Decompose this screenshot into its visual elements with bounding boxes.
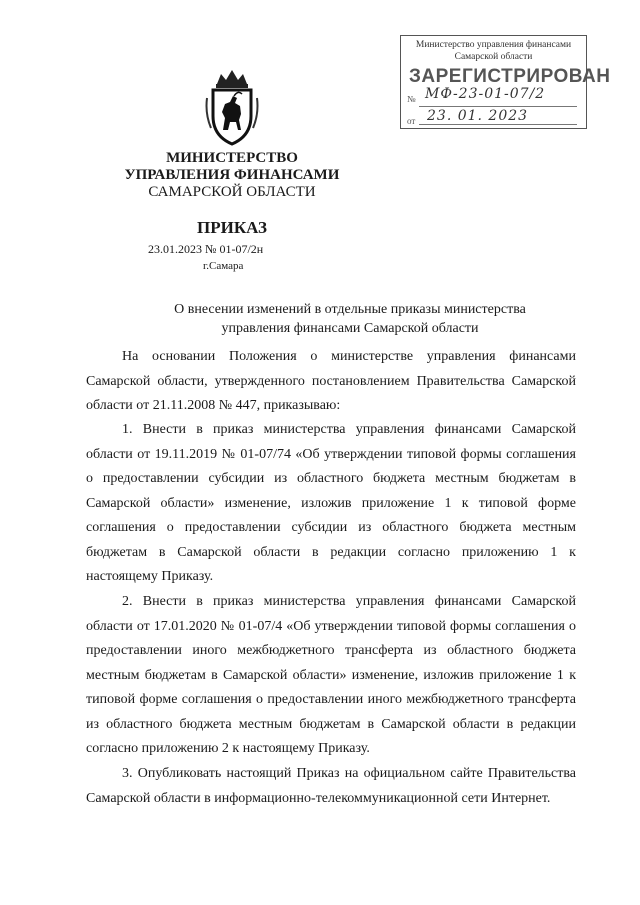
document-title: ПРИКАЗ	[197, 218, 267, 237]
intro-paragraph: На основании Положения о министерстве управления финансами Самарской области, утвержденного постановлением Правительства Самарской области от 21.11.2008 № 447, приказываю:	[86, 349, 576, 413]
subject-line1: О внесении изменений в отдельные приказы министерства	[174, 302, 526, 317]
stamp-number-label: №	[407, 94, 416, 104]
coat-of-arms-emblem	[203, 68, 261, 146]
stamp-date-line	[419, 124, 577, 125]
ministry-name-line1: МИНИСТЕРСТВО	[166, 150, 298, 166]
stamp-date-label: от	[407, 116, 416, 126]
ministry-name-line2: УПРАВЛЕНИЯ ФИНАНСАМИ	[124, 167, 340, 183]
ministry-name-line3: САМАРСКОЙ ОБЛАСТИ	[148, 184, 316, 200]
document-date-number: 23.01.2023 № 01-07/2н	[148, 242, 264, 256]
item-3-paragraph: 3. Опубликовать настоящий Приказ на официальном сайте Правительства Самарской области в информационно-телекоммуникационной сети Интернет.	[86, 766, 576, 806]
stamp-number-value: МФ-23-01-07/2	[425, 86, 546, 102]
stamp-registered-label: ЗАРЕГИСТРИРОВАН	[409, 66, 611, 87]
registration-stamp	[400, 35, 611, 129]
document-city: г.Самара	[203, 260, 244, 272]
stamp-date-value: 23. 01. 2023	[427, 108, 529, 124]
stamp-number-line	[419, 106, 577, 107]
item-2-paragraph: 2. Внести в приказ министерства управления финансами Самарской области от 17.01.2020 № 01-07/4 «Об утверждении типовой формы соглашения о предоставлении иного межбюджетного трансферта из областного бюджета местным бюджетам в Самарской области» изменение, изложив приложение 1 к типовой форме соглашения о предоставлении иного межбюджетного трансферта из областного бюджета местным бюджетам в Самарской области в редакции согласно приложению 2 к настоящему Приказу.	[86, 594, 576, 756]
item-1-paragraph: 1. Внести в приказ министерства управления финансами Самарской области от 19.11.2019 № 01-07/74 «Об утверждении типовой формы соглашения о предоставлении субсидии из областного бюджета местным бюджетам в Самарской области» изменение, изложив приложение 1 к типовой форме соглашения о предоставлении субсидии из областного бюджета местным бюджетам в Самарской области в редакции согласно приложению 1 к настоящему Приказу.	[86, 422, 576, 584]
stamp-org-line1: Министерство управления финансами	[415, 40, 572, 50]
subject-line2: управления финансами Самарской области	[221, 321, 479, 336]
stamp-org-line2: Самарской области	[454, 52, 533, 62]
document-subject	[130, 300, 570, 338]
